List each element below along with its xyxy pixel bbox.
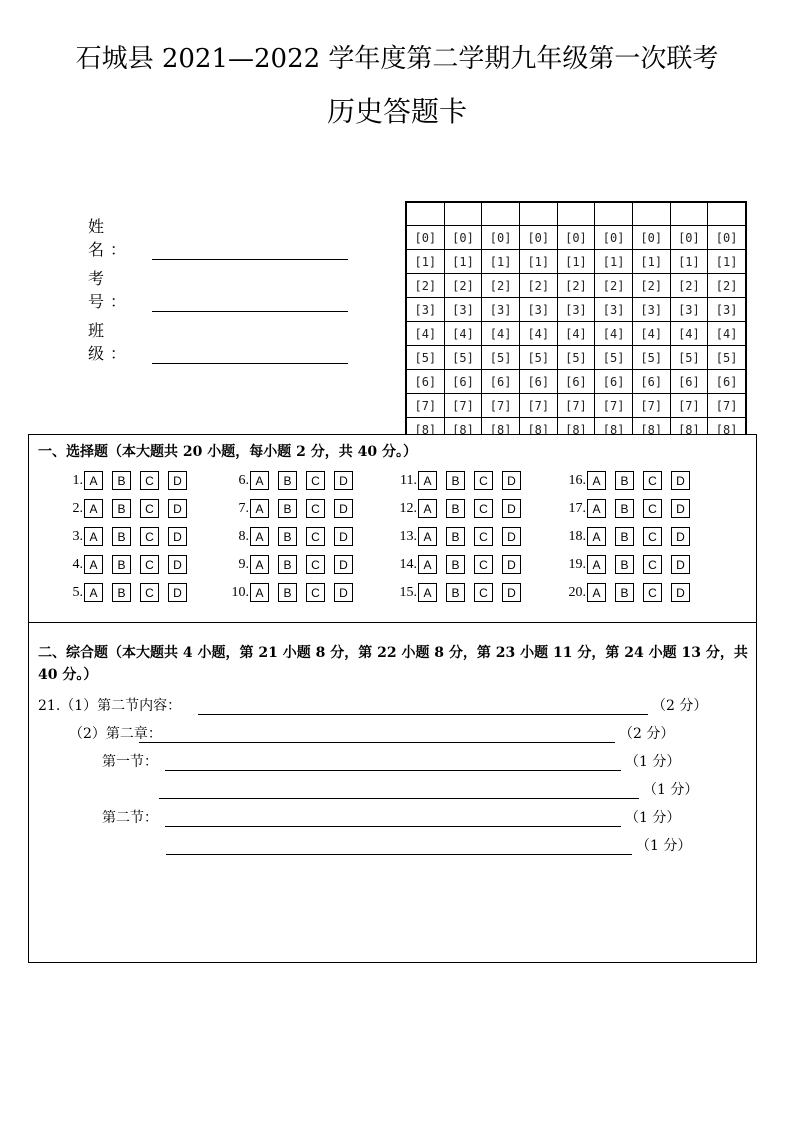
id-digit-bubble[interactable]: [8] [632, 418, 670, 435]
essay-answer-line [102, 835, 691, 855]
option-bubble[interactable]: D [334, 583, 353, 602]
answer-blank[interactable] [166, 838, 632, 855]
option-bubble[interactable]: B [112, 527, 131, 546]
mcq-question [61, 471, 196, 490]
option-bubble[interactable]: B [446, 555, 465, 574]
id-write-cell[interactable] [595, 203, 633, 226]
id-digit-bubble[interactable]: [4] [595, 322, 633, 346]
option-bubble[interactable]: B [278, 499, 297, 518]
id-digit-bubble[interactable]: [0] [632, 226, 670, 250]
option-bubble[interactable]: B [446, 499, 465, 518]
mcq-question [227, 583, 362, 602]
class-field[interactable] [152, 345, 348, 364]
option-bubble[interactable]: D [334, 499, 353, 518]
question-number: 1. [72, 472, 83, 488]
id-digit-bubble[interactable]: [5] [444, 346, 482, 370]
answer-sections [28, 434, 757, 963]
option-bubble[interactable]: D [671, 527, 690, 546]
id-digit-bubble[interactable]: [4] [632, 322, 670, 346]
option-bubble[interactable]: B [615, 471, 634, 490]
option-bubble[interactable]: C [306, 471, 325, 490]
option-bubble[interactable]: D [168, 527, 187, 546]
option-bubble[interactable]: C [474, 583, 493, 602]
question-number: 20. [568, 584, 586, 600]
id-digit-bubble[interactable]: [0] [407, 226, 445, 250]
question-number: 15. [399, 584, 417, 600]
option-bubble[interactable]: A [587, 527, 606, 546]
question-number: 16. [568, 472, 586, 488]
points-label: （2 分） [619, 726, 675, 742]
id-digit-bubble[interactable]: [2] [557, 274, 595, 298]
option-bubble[interactable]: D [168, 499, 187, 518]
option-bubble[interactable]: A [418, 471, 437, 490]
mcq-question [395, 555, 530, 574]
essay-section-heading: 二、综合题（本大题共 4 小题，第 21 小题 8 分，第 22 小题 8 分，第 23 小题 11 分，第 24 小题 13 分，共 40 分。） [38, 645, 748, 683]
mcq-question [395, 583, 530, 602]
question-number: 17. [568, 500, 586, 516]
id-digit-bubble[interactable]: [4] [444, 322, 482, 346]
option-bubble[interactable]: C [306, 527, 325, 546]
points-label: （1 分） [636, 838, 692, 854]
option-bubble[interactable]: C [140, 499, 159, 518]
id-write-cell[interactable] [670, 203, 708, 226]
option-bubble[interactable]: D [168, 471, 187, 490]
option-bubble[interactable]: C [643, 527, 662, 546]
option-bubble[interactable]: C [306, 555, 325, 574]
option-bubble[interactable]: D [334, 555, 353, 574]
mcq-question [227, 471, 362, 490]
points-label: （1 分） [643, 782, 699, 798]
question-number: 7. [238, 500, 249, 516]
id-digit-bubble[interactable]: [2] [595, 274, 633, 298]
mcq-question [61, 499, 196, 518]
question-number: 19. [568, 556, 586, 572]
id-digit-bubble[interactable]: [6] [595, 370, 633, 394]
id-digit-bubble[interactable]: [8] [557, 418, 595, 435]
option-bubble[interactable]: B [615, 499, 634, 518]
mcq-question [227, 555, 362, 574]
id-digit-bubble[interactable]: [6] [708, 370, 746, 394]
question-number: 18. [568, 528, 586, 544]
id-digit-bubble[interactable]: [7] [557, 394, 595, 418]
option-bubble[interactable]: A [250, 583, 269, 602]
id-digit-bubble[interactable]: [4] [482, 322, 520, 346]
id-digit-bubble[interactable]: [3] [557, 298, 595, 322]
mcq-section-heading: 一、选择题（本大题共 20 小题，每小题 2 分，共 40 分。） [38, 444, 417, 460]
id-digit-bubble[interactable]: [0] [557, 226, 595, 250]
essay-line-label: （2）第二章： [69, 726, 162, 742]
id-digit-bubble[interactable]: [2] [407, 274, 445, 298]
id-digit-bubble[interactable]: [0] [595, 226, 633, 250]
id-digit-bubble[interactable]: [2] [708, 274, 746, 298]
id-digit-bubble[interactable]: [7] [670, 394, 708, 418]
question-number: 2. [72, 500, 83, 516]
option-bubble[interactable]: D [502, 555, 521, 574]
option-bubble[interactable]: B [278, 583, 297, 602]
id-digit-bubble[interactable]: [5] [519, 346, 557, 370]
question-number: 8. [238, 528, 249, 544]
question-number: 5. [72, 584, 83, 600]
question-number: 3. [72, 528, 83, 544]
id-digit-bubble[interactable]: [4] [519, 322, 557, 346]
id-digit-bubble[interactable]: [5] [557, 346, 595, 370]
id-write-cell[interactable] [407, 203, 445, 226]
id-digit-bubble[interactable]: [0] [444, 226, 482, 250]
id-digit-bubble[interactable]: [0] [482, 226, 520, 250]
option-bubble[interactable]: D [671, 555, 690, 574]
option-bubble[interactable]: B [446, 471, 465, 490]
option-bubble[interactable]: C [306, 583, 325, 602]
id-digit-bubble[interactable]: [1] [519, 250, 557, 274]
id-digit-bubble[interactable]: [5] [708, 346, 746, 370]
id-write-cell[interactable] [557, 203, 595, 226]
question-number: 12. [399, 500, 417, 516]
id-digit-bubble[interactable]: [5] [407, 346, 445, 370]
answer-blank[interactable] [198, 698, 648, 715]
question-number: 14. [399, 556, 417, 572]
option-bubble[interactable]: B [112, 583, 131, 602]
id-digit-bubble[interactable]: [1] [632, 250, 670, 274]
option-bubble[interactable]: A [587, 555, 606, 574]
option-bubble[interactable]: C [474, 527, 493, 546]
question-number: 6. [238, 472, 249, 488]
option-bubble[interactable]: A [84, 471, 103, 490]
mcq-question [61, 527, 196, 546]
id-digit-bubble[interactable]: [2] [482, 274, 520, 298]
essay-answer-line [102, 807, 680, 827]
option-bubble[interactable]: C [140, 527, 159, 546]
id-digit-bubble[interactable]: [3] [708, 298, 746, 322]
id-digit-bubble[interactable]: [3] [444, 298, 482, 322]
option-bubble[interactable]: A [250, 471, 269, 490]
question-number: 9. [238, 556, 249, 572]
option-bubble[interactable]: A [418, 583, 437, 602]
option-bubble[interactable]: B [615, 583, 634, 602]
id-digit-bubble[interactable]: [3] [595, 298, 633, 322]
points-label: （1 分） [625, 754, 681, 770]
id-digit-bubble[interactable]: [0] [670, 226, 708, 250]
name-row [88, 214, 348, 260]
option-bubble[interactable]: D [671, 471, 690, 490]
id-digit-bubble[interactable]: [8] [595, 418, 633, 435]
mcq-question [61, 555, 196, 574]
option-bubble[interactable]: C [643, 499, 662, 518]
id-digit-bubble[interactable]: [1] [595, 250, 633, 274]
points-label: （1 分） [625, 810, 681, 826]
id-digit-bubble[interactable]: [5] [632, 346, 670, 370]
id-digit-bubble[interactable]: [1] [444, 250, 482, 274]
id-digit-bubble[interactable]: [3] [407, 298, 445, 322]
essay-line-label: 21.（1）第二节内容： [38, 698, 182, 714]
id-digit-bubble[interactable]: [2] [632, 274, 670, 298]
question-number: 11. [400, 472, 417, 488]
id-digit-bubble[interactable]: [8] [444, 418, 482, 435]
answer-blank[interactable] [165, 810, 621, 827]
id-digit-bubble[interactable]: [5] [482, 346, 520, 370]
id-digit-bubble[interactable]: [7] [519, 394, 557, 418]
option-bubble[interactable]: A [587, 583, 606, 602]
option-bubble[interactable]: C [140, 471, 159, 490]
option-bubble[interactable]: D [168, 583, 187, 602]
answer-blank[interactable] [159, 782, 639, 799]
option-bubble[interactable]: A [250, 499, 269, 518]
id-digit-bubble[interactable]: [1] [708, 250, 746, 274]
id-digit-bubble[interactable]: [4] [670, 322, 708, 346]
id-digit-bubble[interactable]: [7] [444, 394, 482, 418]
essay-answer-line [102, 779, 698, 799]
id-digit-bubble[interactable]: [1] [482, 250, 520, 274]
option-bubble[interactable]: D [502, 527, 521, 546]
name-field[interactable] [152, 241, 348, 260]
points-label: （2 分） [652, 698, 708, 714]
option-bubble[interactable]: D [671, 499, 690, 518]
id-write-cell[interactable] [519, 203, 557, 226]
id-digit-bubble[interactable]: [3] [670, 298, 708, 322]
mcq-question [564, 527, 699, 546]
mcq-question [564, 555, 699, 574]
question-number: 4. [72, 556, 83, 572]
option-bubble[interactable]: C [474, 555, 493, 574]
option-bubble[interactable]: B [446, 527, 465, 546]
id-digit-bubble[interactable]: [6] [444, 370, 482, 394]
question-number: 10. [231, 584, 249, 600]
option-bubble[interactable]: B [278, 527, 297, 546]
option-bubble[interactable]: A [84, 583, 103, 602]
id-write-cell[interactable] [444, 203, 482, 226]
id-digit-bubble[interactable]: [1] [557, 250, 595, 274]
answer-blank[interactable] [139, 726, 615, 743]
section-divider [29, 622, 756, 623]
essay-answer-line [69, 723, 674, 743]
option-bubble[interactable]: A [84, 555, 103, 574]
id-digit-bubble[interactable]: [5] [595, 346, 633, 370]
id-digit-bubble[interactable]: [2] [670, 274, 708, 298]
option-bubble[interactable]: B [615, 527, 634, 546]
id-digit-bubble[interactable]: [1] [407, 250, 445, 274]
answer-sheet-subtitle: 历史答题卡 [326, 95, 467, 128]
option-bubble[interactable]: C [474, 471, 493, 490]
id-digit-bubble[interactable]: [8] [407, 418, 445, 435]
id-digit-bubble[interactable]: [3] [482, 298, 520, 322]
essay-answer-line [102, 751, 680, 771]
mcq-question [227, 527, 362, 546]
id-digit-bubble[interactable]: [0] [708, 226, 746, 250]
mcq-question [395, 471, 530, 490]
option-bubble[interactable]: D [168, 555, 187, 574]
id-digit-bubble[interactable]: [3] [632, 298, 670, 322]
id-digit-bubble[interactable]: [6] [482, 370, 520, 394]
mcq-question [564, 583, 699, 602]
id-digit-bubble[interactable]: [2] [444, 274, 482, 298]
question-number: 13. [399, 528, 417, 544]
id-digit-bubble[interactable]: [2] [519, 274, 557, 298]
id-digit-bubble[interactable]: [4] [708, 322, 746, 346]
exam-title: 石城县 2021—2022 学年度第二学期九年级第一次联考 [75, 44, 719, 74]
id-digit-bubble[interactable]: [6] [557, 370, 595, 394]
id-digit-bubble[interactable]: [0] [519, 226, 557, 250]
option-bubble[interactable]: B [112, 555, 131, 574]
id-digit-bubble[interactable]: [6] [407, 370, 445, 394]
option-bubble[interactable]: C [643, 471, 662, 490]
id-digit-bubble[interactable]: [7] [632, 394, 670, 418]
option-bubble[interactable]: A [418, 499, 437, 518]
option-bubble[interactable]: D [334, 471, 353, 490]
id-digit-bubble[interactable]: [8] [482, 418, 520, 435]
essay-line-label: 第二节： [102, 810, 158, 826]
mcq-question [564, 471, 699, 490]
id-digit-bubble[interactable]: [7] [407, 394, 445, 418]
name-label: 姓 名： [88, 217, 133, 259]
option-bubble[interactable]: C [474, 499, 493, 518]
option-bubble[interactable]: A [587, 499, 606, 518]
option-bubble[interactable]: A [587, 471, 606, 490]
option-bubble[interactable]: A [418, 555, 437, 574]
option-bubble[interactable]: A [250, 555, 269, 574]
option-bubble[interactable]: C [643, 555, 662, 574]
id-digit-bubble[interactable]: [8] [708, 418, 746, 435]
option-bubble[interactable]: A [84, 527, 103, 546]
option-bubble[interactable]: D [502, 471, 521, 490]
id-digit-bubble[interactable]: [8] [519, 418, 557, 435]
option-bubble[interactable]: D [502, 583, 521, 602]
id-digit-bubble[interactable]: [3] [519, 298, 557, 322]
id-write-cell[interactable] [482, 203, 520, 226]
option-bubble[interactable]: D [502, 499, 521, 518]
id-digit-bubble[interactable]: [6] [670, 370, 708, 394]
exam-number-label: 考 号： [88, 269, 133, 311]
mcq-question [227, 499, 362, 518]
answer-blank[interactable] [165, 754, 621, 771]
id-digit-bubble[interactable]: [1] [670, 250, 708, 274]
option-bubble[interactable]: C [643, 583, 662, 602]
exam-number-bubble-grid [405, 201, 747, 434]
option-bubble[interactable]: D [671, 583, 690, 602]
id-digit-bubble[interactable]: [7] [708, 394, 746, 418]
essay-answer-line [38, 695, 707, 715]
option-bubble[interactable]: C [306, 499, 325, 518]
mcq-question [395, 527, 530, 546]
id-digit-bubble[interactable]: [6] [519, 370, 557, 394]
option-bubble[interactable]: B [446, 583, 465, 602]
id-digit-bubble[interactable]: [6] [632, 370, 670, 394]
option-bubble[interactable]: B [112, 471, 131, 490]
essay-line-label: 第一节： [102, 754, 158, 770]
id-write-cell[interactable] [708, 203, 746, 226]
exam-number-row [88, 266, 348, 312]
option-bubble[interactable]: B [278, 555, 297, 574]
mcq-question [61, 583, 196, 602]
class-row [88, 318, 348, 364]
id-digit-bubble[interactable]: [4] [407, 322, 445, 346]
mcq-question [564, 499, 699, 518]
option-bubble[interactable]: A [84, 499, 103, 518]
option-bubble[interactable]: C [140, 555, 159, 574]
mcq-question [395, 499, 530, 518]
option-bubble[interactable]: B [615, 555, 634, 574]
option-bubble[interactable]: D [334, 527, 353, 546]
id-digit-bubble[interactable]: [5] [670, 346, 708, 370]
exam-number-field[interactable] [152, 293, 348, 312]
id-digit-bubble[interactable]: [7] [482, 394, 520, 418]
id-digit-bubble[interactable]: [8] [670, 418, 708, 435]
id-digit-bubble[interactable]: [7] [595, 394, 633, 418]
option-bubble[interactable]: B [278, 471, 297, 490]
id-write-cell[interactable] [632, 203, 670, 226]
class-label: 班 级： [88, 321, 133, 363]
option-bubble[interactable]: C [140, 583, 159, 602]
option-bubble[interactable]: A [250, 527, 269, 546]
option-bubble[interactable]: B [112, 499, 131, 518]
option-bubble[interactable]: A [418, 527, 437, 546]
id-digit-bubble[interactable]: [4] [557, 322, 595, 346]
